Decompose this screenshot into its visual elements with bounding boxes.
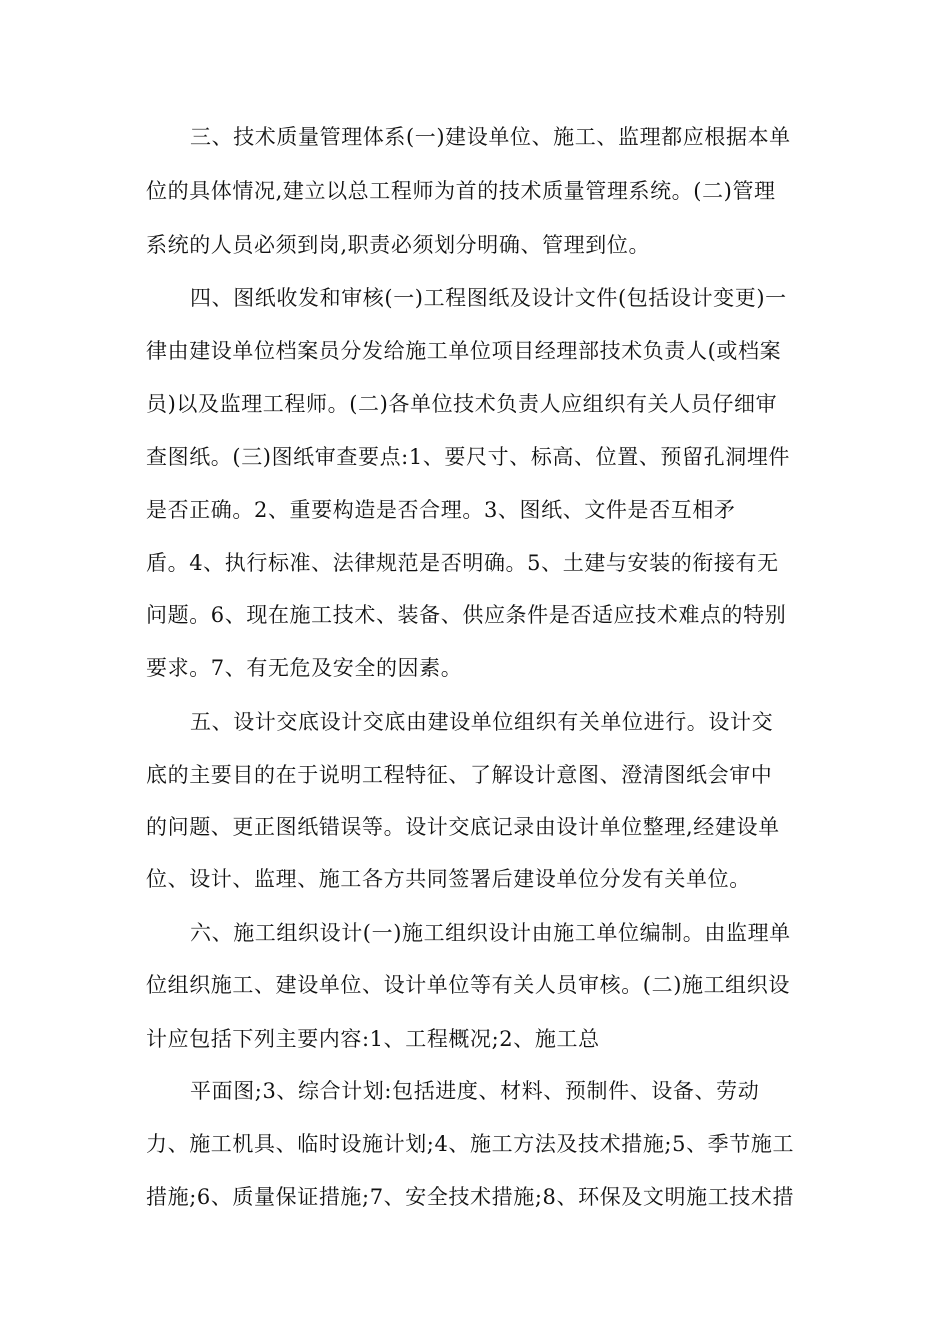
paragraph-5-line-4: 位、设计、监理、施工各方共同签署后建设单位分发有关单位。 [146,867,751,891]
paragraph-4-line-6: 盾。4、执行标准、法律规范是否明确。5、土建与安装的衔接有无 [146,551,779,575]
paragraph-3-line-3: 系统的人员必须到岗,职责必须划分明确、管理到位。 [146,233,651,257]
paragraph-4-line-5: 是否正确。2、重要构造是否合理。3、图纸、文件是否互相矛 [146,498,736,522]
paragraph-7-line-3: 措施;6、质量保证措施;7、安全技术措施;8、环保及文明施工技术措 [146,1185,795,1209]
paragraph-4-line-3: 员)以及监理工程师。(二)各单位技术负责人应组织有关人员仔细审 [146,392,778,416]
paragraph-5-line-2: 底的主要目的在于说明工程特征、了解设计意图、澄清图纸会审中 [146,763,773,787]
paragraph-4-line-2: 律由建设单位档案员分发给施工单位项目经理部技术负责人(或档案 [146,339,782,363]
paragraph-4-line-1: 四、图纸收发和审核(一)工程图纸及设计文件(包括设计变更)一 [190,286,787,310]
paragraph-6-line-1: 六、施工组织设计(一)施工组织设计由施工单位编制。由监理单 [190,921,791,945]
paragraph-4-line-7: 问题。6、现在施工技术、装备、供应条件是否适应技术难点的特别 [146,603,787,627]
paragraph-7-line-1: 平面图;3、综合计划:包括进度、材料、预制件、设备、劳动 [190,1079,760,1103]
paragraph-5-line-3: 的问题、更正图纸错误等。设计交底记录由设计单位整理,经建设单 [146,815,780,839]
paragraph-3-line-1: 三、技术质量管理体系(一)建设单位、施工、监理都应根据本单 [190,125,791,149]
paragraph-5-line-1: 五、设计交底设计交底由建设单位组织有关单位进行。设计交 [190,710,774,734]
paragraph-4-line-8: 要求。7、有无危及安全的因素。 [146,656,463,680]
paragraph-7-line-2: 力、施工机具、临时设施计划;4、施工方法及技术措施;5、季节施工 [146,1132,795,1156]
paragraph-4-line-4: 查图纸。(三)图纸审查要点:1、要尺寸、标高、位置、预留孔洞埋件 [146,445,791,469]
paragraph-3-line-2: 位的具体情况,建立以总工程师为首的技术质量管理系统。(二)管理 [146,179,776,203]
paragraph-6-line-2: 位组织施工、建设单位、设计单位等有关人员审核。(二)施工组织设 [146,973,790,997]
paragraph-6-line-3: 计应包括下列主要内容:1、工程概况;2、施工总 [146,1027,600,1051]
